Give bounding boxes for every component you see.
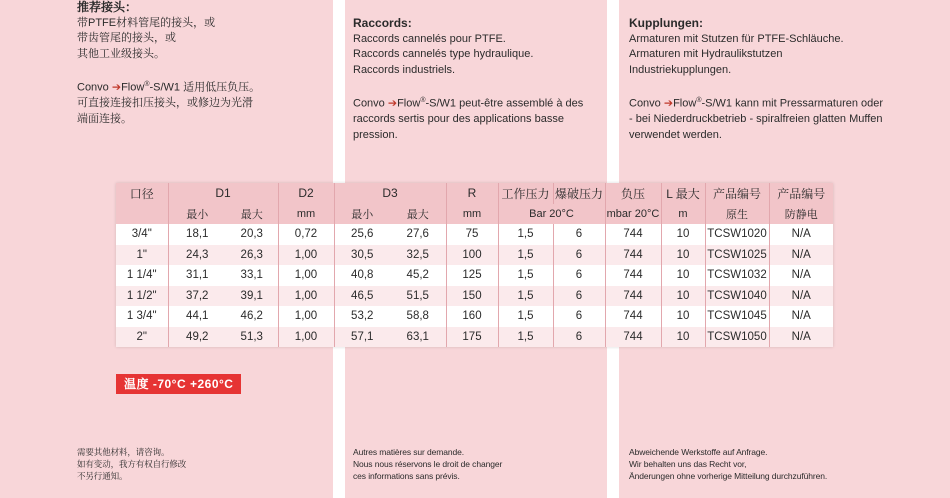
arrow-icon: ➔ <box>663 97 674 110</box>
fittings-list-de: Armaturen mit Stutzen für PTFE-Schläuche. Armaturen mit Hydraulikstutzen Industriekupplungen. <box>629 32 844 76</box>
description-zh: Convo ➔Flow®-S/W1 适用低压负压。 可直接连接扣压接头，或修边为光滑 端面连接。 <box>77 81 261 125</box>
heading-zh: 推荐接头： <box>77 0 138 14</box>
table-row: 1" 24,3 26,3 1,00 30,5 32,5 100 1,5 6 744 10 TCSW1025 N/A <box>116 245 833 266</box>
header-length: L 最大 <box>661 183 705 204</box>
fittings-list-zh: 带PTFE材料管尾的接头，或 带齿管尾的接头，或 其他工业级接头。 <box>77 16 216 60</box>
fittings-list-fr: Raccords cannelés pour PTFE. Raccords cannelés type hydraulique. Raccords industriels. <box>353 32 534 76</box>
header-d1: D1 <box>168 183 278 204</box>
heading-de: Kupplungen: <box>629 16 703 30</box>
table-row: 1 1/2" 37,2 39,1 1,00 46,5 51,5 150 1,5 6 744 10 TCSW1040 N/A <box>116 286 833 307</box>
table-subheader-row <box>116 204 833 225</box>
footnote-de: Abweichende Werkstoffe auf Anfrage. Wir behalten uns das Recht vor, Änderungen ohne vorherige Mitteilung durchzuführen. <box>629 447 828 481</box>
header-vacuum: 负压 <box>605 183 661 204</box>
description-fr: Convo ➔Flow®-S/W1 peut-être assemblé à des raccords sertis pour des applications basse pression. <box>353 97 584 141</box>
header-part-number-antistatic: 产品编号 <box>769 183 833 204</box>
header-working-pressure: 工作压力 <box>498 183 553 204</box>
subheader-vacuum-unit: mbar 20°C <box>605 204 661 225</box>
table-header-row <box>116 183 833 204</box>
header-d2: D2 <box>278 183 334 204</box>
header-part-number: 产品编号 <box>705 183 769 204</box>
arrow-icon: ➔ <box>387 97 398 110</box>
subheader-d1-min: 最小 <box>168 204 226 225</box>
heading-fr: Raccords: <box>353 16 412 30</box>
spec-table <box>116 183 833 347</box>
subheader-length-unit: m <box>661 204 705 225</box>
header-d3: D3 <box>334 183 446 204</box>
header-burst-pressure: 爆破压力 <box>553 183 605 204</box>
column-fr <box>353 16 603 158</box>
table-row: 1 1/4" 31,1 33,1 1,00 40,8 45,2 125 1,5 6 744 10 TCSW1032 N/A <box>116 265 833 286</box>
footnote-zh: 需要其他材料，请咨询。 如有变动，我方有权自行修改 不另行通知。 <box>77 447 187 481</box>
arrow-icon: ➔ <box>111 81 122 94</box>
subheader-antistatic: 防静电 <box>769 204 833 225</box>
subheader-d2-unit: mm <box>278 204 334 225</box>
column-de <box>629 16 889 158</box>
table-row: 2" 49,2 51,3 1,00 57,1 63,1 175 1,5 6 744 10 TCSW1050 N/A <box>116 327 833 348</box>
subheader-native: 原生 <box>705 204 769 225</box>
description-de: Convo ➔Flow®-S/W1 kann mit Pressarmaturen oder - bei Niederdruckbetrieb - spiralfreien glatten Muffen verwendet werden. <box>629 97 884 141</box>
temperature-badge: 温度 -70°C +260°C <box>116 374 241 394</box>
header-size: 口径 <box>116 183 168 204</box>
subheader-d1-max: 最大 <box>226 204 278 225</box>
subheader-r-unit: mm <box>446 204 498 225</box>
header-r: R <box>446 183 498 204</box>
table-row: 1 3/4" 44,1 46,2 1,00 53,2 58,8 160 1,5 6 744 10 TCSW1045 N/A <box>116 306 833 327</box>
subheader-d3-min: 最小 <box>334 204 390 225</box>
subheader-pressure-unit: Bar 20°C <box>498 204 605 225</box>
footnote-fr: Autres matières sur demande. Nous nous réservons le droit de changer ces informations sans prévis. <box>353 447 503 481</box>
table-row: 3/4" 18,1 20,3 0,72 25,6 27,6 75 1,5 6 744 10 TCSW1020 N/A <box>116 224 833 245</box>
column-zh <box>77 0 327 142</box>
subheader-d3-max: 最大 <box>390 204 446 225</box>
